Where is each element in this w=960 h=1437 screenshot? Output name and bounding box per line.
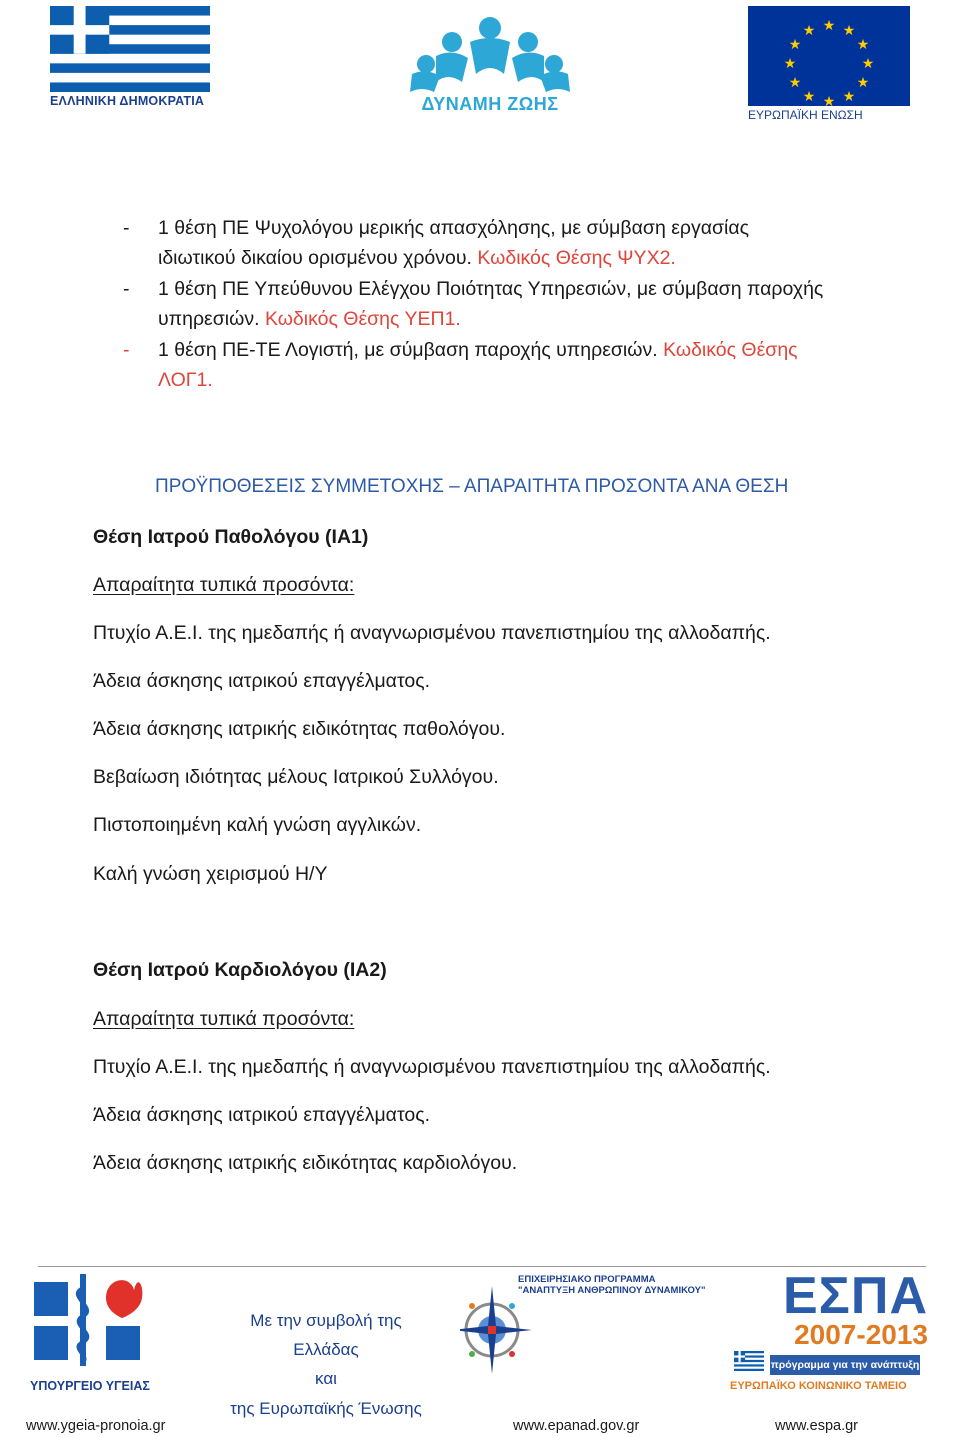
- svg-text:★: ★: [802, 23, 816, 39]
- requirement-item: Πτυχίο Α.Ε.Ι. της ημεδαπής ή αναγνωρισμένου πανεπιστημίου της αλλοδαπής.: [93, 1056, 771, 1078]
- list-item-text: ιδιωτικού δικαίου ορισμένου χρόνου.: [158, 247, 478, 269]
- espa-years: 2007-2013: [794, 1319, 928, 1350]
- url-espa[interactable]: www.espa.gr: [775, 1418, 859, 1434]
- requirements-subheading: Απαραίτητα τυπικά προσόντα:: [93, 574, 355, 596]
- list-item-text: 1 θέση ΠΕ Ψυχολόγου μερικής απασχόλησης, με σύμβαση εργασίας: [158, 217, 750, 239]
- position-title-ia2: Θέση Ιατρού Καρδιολόγου (ΙΑ2): [93, 959, 387, 981]
- ministry-of-health-caption: ΥΠΟΥΡΓΕΙΟ ΥΓΕΙΑΣ: [30, 1379, 150, 1393]
- espa-fund-caption: ΕΥΡΩΠΑΪΚΟ ΚΟΙΝΩΝΙΚΟ ΤΑΜΕΙΟ: [730, 1380, 907, 1392]
- contribution-line: και: [315, 1369, 337, 1388]
- contribution-line: Ελλάδας: [293, 1340, 359, 1359]
- espa-wordmark: ΕΣΠΑ: [783, 1267, 928, 1325]
- list-dash: -: [123, 217, 130, 239]
- eu-flag-icon: [748, 6, 910, 106]
- requirement-item: Άδεια άσκησης ιατρικού επαγγέλματος.: [93, 1104, 431, 1126]
- position-title-ia1: Θέση Ιατρού Παθολόγου (ΙΑ1): [93, 526, 369, 548]
- svg-text:★: ★: [861, 56, 875, 72]
- greek-flag-logo: [50, 6, 212, 108]
- position-code: Κωδικός Θέσης: [663, 339, 798, 361]
- position-code: ΛΟΓ1.: [158, 369, 213, 391]
- list-dash: -: [123, 278, 130, 300]
- people-circle-icon: [400, 12, 580, 98]
- requirement-item: Άδεια άσκησης ιατρικού επαγγέλματος.: [93, 670, 431, 692]
- requirement-item: Άδεια άσκησης ιατρικής ειδικότητας καρδιολόγου.: [93, 1152, 518, 1174]
- svg-text:★: ★: [822, 18, 836, 34]
- url-epanad[interactable]: www.epanad.gov.gr: [513, 1418, 640, 1434]
- greek-flag-icon: [50, 6, 210, 92]
- contribution-line: Με την συμβολή της: [250, 1311, 402, 1330]
- requirements-subheading: Απαραίτητα τυπικά προσόντα:: [93, 1008, 355, 1030]
- svg-text:★: ★: [788, 37, 802, 53]
- svg-text:★: ★: [802, 89, 816, 105]
- position-code: Κωδικός Θέσης ΨΥΧ2.: [477, 247, 676, 269]
- greek-flag-small-icon: [734, 1351, 764, 1371]
- list-item-text: 1 θέση ΠΕ Υπεύθυνου Ελέγχου Ποιότητας Υπηρεσιών, με σύμβαση παροχής: [158, 278, 824, 300]
- requirement-item: Πιστοποιημένη καλή γνώση αγγλικών.: [93, 814, 422, 836]
- svg-text:★: ★: [822, 94, 836, 106]
- requirement-item: Πτυχίο Α.Ε.Ι. της ημεδαπής ή αναγνωρισμένου πανεπιστημίου της αλλοδαπής.: [93, 622, 771, 644]
- greek-republic-caption: ΕΛΛΗΝΙΚΗ ΔΗΜΟΚΡΑΤΙΑ: [50, 94, 205, 108]
- dynami-zois-caption: ΔΥΝΑΜΗ ΖΩΗΣ: [421, 94, 559, 114]
- caduceus-cross-icon: [30, 1268, 144, 1372]
- requirement-item: Βεβαίωση ιδιότητας μέλους Ιατρικού Συλλόγου.: [93, 766, 499, 788]
- list-item-text: υπηρεσιών.: [158, 308, 265, 330]
- svg-text:★: ★: [783, 56, 797, 72]
- espa-slogan: πρόγραμμα για την ανάπτυξη: [770, 1355, 920, 1375]
- epanad-program-logo: [460, 1268, 706, 1383]
- ministry-of-health-logo: [30, 1268, 150, 1393]
- list-dash: -: [123, 339, 130, 361]
- requirement-item: Άδεια άσκησης ιατρικής ειδικότητας παθολόγου.: [93, 718, 506, 740]
- svg-text:★: ★: [856, 37, 870, 53]
- list-item-text: 1 θέση ΠΕ-ΤΕ Λογιστή, με σύμβαση παροχής υπηρεσιών.: [158, 339, 664, 361]
- url-ygeia[interactable]: www.ygeia-pronoia.gr: [26, 1418, 166, 1434]
- svg-text:★: ★: [842, 89, 856, 105]
- contribution-line: της Ευρωπαϊκής Ένωσης: [230, 1399, 422, 1418]
- position-code: Κωδικός Θέσης ΥΕΠ1.: [264, 308, 461, 330]
- section-title: ΠΡΟΫΠΟΘΕΣΕΙΣ ΣΥΜΜΕΤΟΧΗΣ – ΑΠΑΡΑΙΤΗΤΑ ΠΡΟΣΟΝΤΑ ΑΝΑ ΘΕΣΗ: [155, 476, 789, 497]
- svg-text:★: ★: [842, 23, 856, 39]
- svg-text:★: ★: [788, 75, 802, 91]
- program-subtitle: "ΑΝΑΠΤΥΞΗ ΑΝΘΡΩΠΙΝΟΥ ΔΥΝΑΜΙΚΟΥ": [518, 1285, 706, 1296]
- program-title: ΕΠΙΧΕΙΡΗΣΙΑΚΟ ΠΡΟΓΡΑΜΜΑ: [518, 1274, 656, 1285]
- dynami-zois-logo: [395, 12, 585, 115]
- svg-text:★: ★: [856, 75, 870, 91]
- eu-caption: ΕΥΡΩΠΑΪΚΗ ΕΝΩΣΗ: [748, 108, 863, 122]
- eu-flag-logo: [748, 6, 910, 122]
- requirement-item: Καλή γνώση χειρισμού Η/Υ: [93, 863, 328, 885]
